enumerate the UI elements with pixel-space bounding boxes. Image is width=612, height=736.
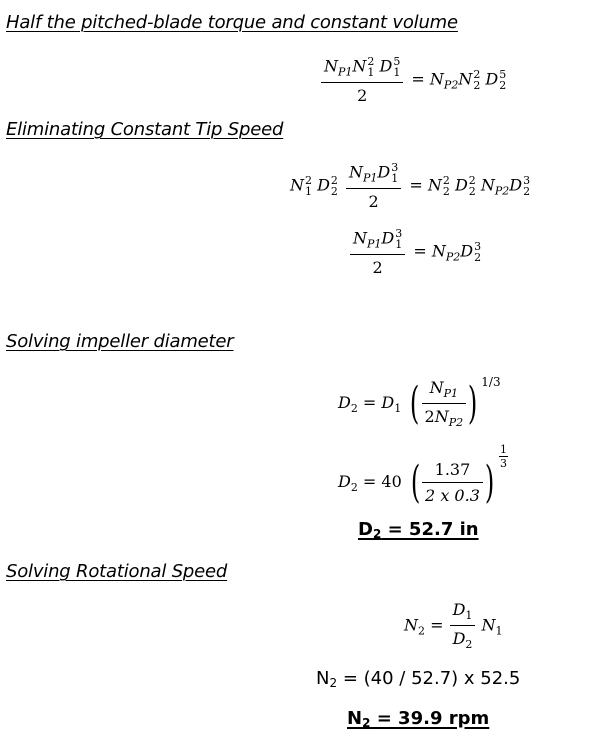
equation-speed-numeric: N2 = (40 / 52.7) x 52.5 xyxy=(316,668,521,690)
exponent-one-third: $\frac{1}{3}$ xyxy=(500,443,508,470)
heading-impeller-diameter: Solving impeller diameter xyxy=(6,331,234,352)
result-diameter: D2 = 52.7 in xyxy=(358,519,479,541)
heading-rotational-speed: Solving Rotational Speed xyxy=(6,561,228,582)
fraction-diameter-numeric: $\frac{1.37}{2 x 0.3}$ xyxy=(422,462,483,504)
fraction-diameter-ratio: $\frac{D_1}{D_2}$ xyxy=(450,602,476,650)
heading-tip-speed: Eliminating Constant Tip Speed xyxy=(6,119,284,140)
equation-diameter-formula: $D_2 = D_1$ ( $\frac{N_{P1}}{2N_{P2}}$ ) $^{1/3}$ xyxy=(338,375,501,429)
equation-speed-formula: $N_2$ = $\frac{D_1}{D_2}$ $N_1$ xyxy=(404,600,503,651)
fraction-simplified: $N_{P1}D$ 3 1 2 xyxy=(350,228,405,276)
fraction-lhs: $N_{P1}N$ 2 1 D 5 1 2 xyxy=(321,56,403,104)
equation-torque-volume: $N_{P1}N$ 2 1 D 5 1 2 = $N_{P2}N$ 2 2 D 5 2 xyxy=(318,56,506,104)
equation-simplified: $N_{P1}D$ 3 1 2 = $N_{P2}D$ 3 2 xyxy=(347,228,481,276)
fraction-power-ratio: $\frac{N_{P1}}{2N_{P2}}$ xyxy=(422,380,467,428)
equation-diameter-numeric: $D_2 = 40$ ( $\frac{1.37}{2 x 0.3}$ ) $\frac{1}{3}$ xyxy=(338,443,508,508)
heading-half-torque: Half the pitched-blade torque and constant volume xyxy=(6,12,458,33)
result-speed: N2 = 39.9 rpm xyxy=(347,708,490,730)
equation-tip-speed: N 2 1 D 2 2 $N_{P1}D$ 3 1 2 = N 2 2 D 2 2 $N_{P2}D$ 3 2 xyxy=(290,161,531,211)
fraction-tip-speed: $N_{P1}D$ 3 1 2 xyxy=(346,162,401,210)
